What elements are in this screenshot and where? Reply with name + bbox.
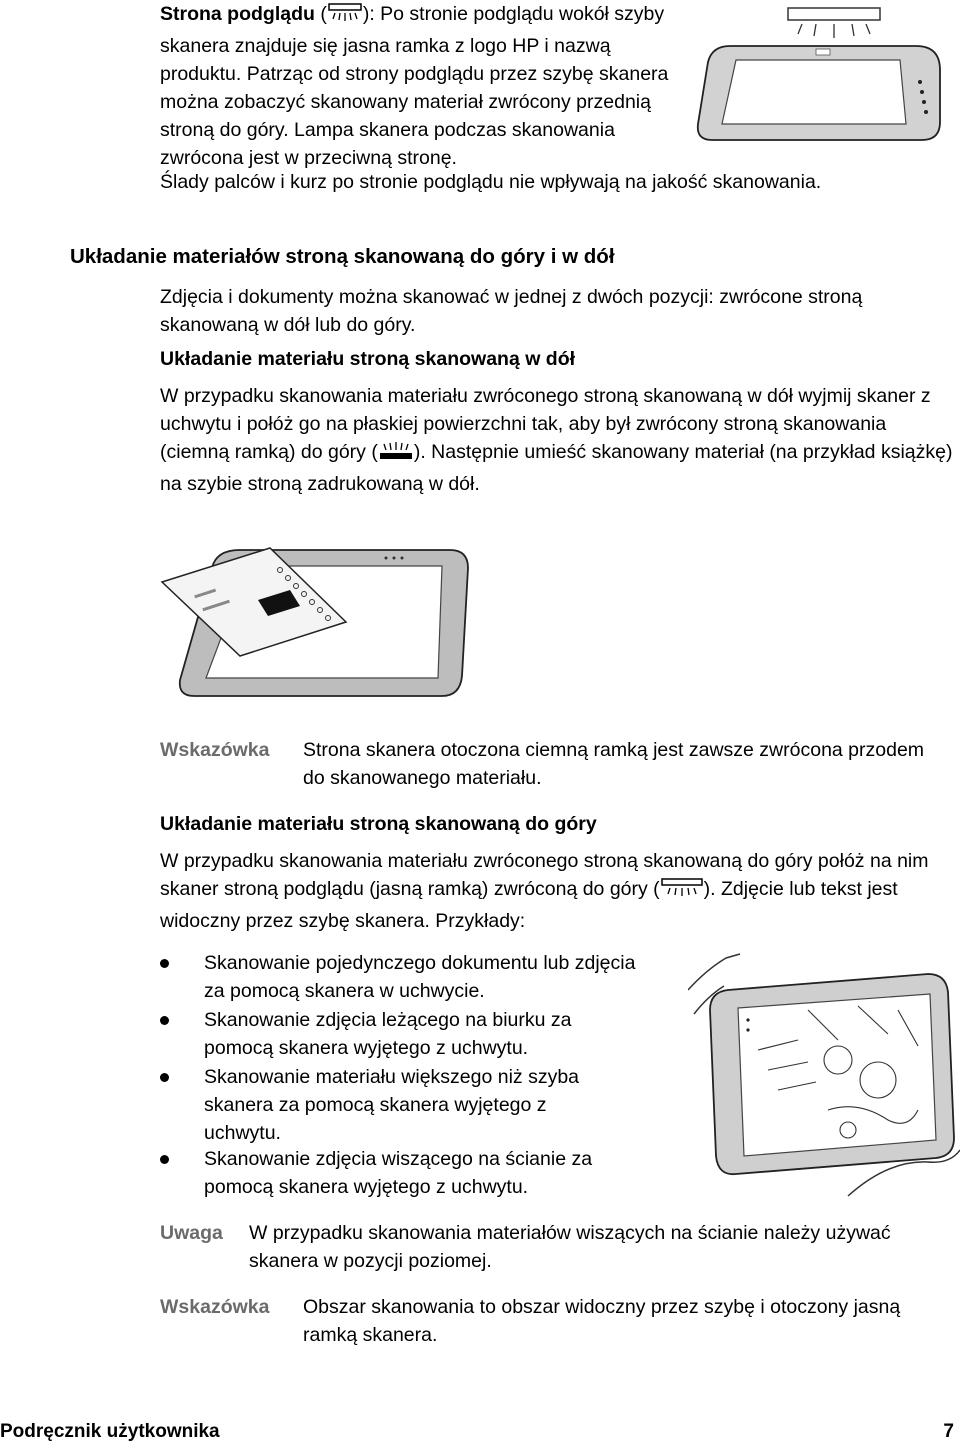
bullet-icon	[160, 959, 169, 968]
list-item-text: Skanowanie zdjęcia wiszącego na ścianie za pomocą skanera wyjętego z uchwytu.	[204, 1148, 593, 1198]
face-down-text-a: W przypadku skanowania materiału zwróconego stroną skanowaną w dół wyjmij skaner z uchwytu i połóż go na płaskiej powierzchni tak, aby był zwrócony stroną skanowania (ciemną ramką) do góry (	[160, 385, 931, 463]
face-up-paragraph	[160, 847, 930, 935]
list-item-text: Skanowanie materiału większego niż szyba skanera za pomocą skanera wyjętego z uchwytu.	[204, 1066, 580, 1144]
light-frame-up-icon	[660, 877, 704, 907]
tip1-text: Strona skanera otoczona ciemną ramką jest zawsze zwrócona przodem do skanowanego materiału.	[303, 739, 925, 789]
bullet-icon	[160, 1016, 169, 1025]
scanner-on-notebook-illustration	[150, 530, 480, 710]
list-item-text: Skanowanie pojedynczego dokumentu lub zdjęcia za pomocą skanera w uchwycie.	[204, 952, 636, 1002]
note-text: W przypadku skanowania materiałów wiszących na ścianie należy używać skanera w pozycji poziomej.	[249, 1222, 891, 1272]
intro-label: Strona podglądu	[160, 3, 315, 25]
face-down-heading: Układanie materiału stroną skanowaną w dół	[160, 348, 576, 370]
bullet-icon	[160, 1155, 169, 1164]
section-intro: Zdjęcia i dokumenty można skanować w jednej z dwóch pozycji: zwrócone stroną skanowaną w dół lub do góry.	[160, 286, 863, 336]
list-item-text: Skanowanie zdjęcia leżącego na biurku za pomocą skanera wyjętego z uchwytu.	[204, 1009, 572, 1059]
handheld-scanner-illustration	[688, 950, 960, 1200]
footer-title: Podręcznik użytkownika	[0, 1421, 220, 1442]
dark-frame-up-icon	[378, 440, 414, 470]
light-frame-up-icon	[327, 2, 363, 32]
face-up-heading: Układanie materiału stroną skanowaną do góry	[160, 813, 597, 835]
intro-paragraph-end: Ślady palców i kurz po stronie podglądu nie wpływają na jakość skanowania.	[160, 171, 822, 193]
note-label: Uwaga	[160, 1222, 223, 1244]
intro-text: ): Po stronie podglądu wokół szyby skanera znajduje się jasna ramka z logo HP i nazwą produktu. Patrząc od strony podglądu przez szybę skanera można zobaczyć skanowany materiał zwrócony przednią stroną do góry. Lampa skanera podczas skanowania zwrócona jest w przeciwną stronę.	[160, 3, 669, 169]
tip2-text: Obszar skanowania to obszar widoczny przez szybę i otoczony jasną ramką skanera.	[303, 1296, 901, 1346]
intro-open-paren: (	[314, 3, 327, 25]
tip1-label: Wskazówka	[160, 739, 270, 761]
bullet-icon	[160, 1073, 169, 1082]
intro-paragraph	[160, 0, 695, 172]
face-up-text-b: ). Zdjęcie lub tekst jest widoczny przez szybę skanera. Przykłady:	[160, 878, 898, 932]
face-up-text-a: W przypadku skanowania materiału zwróconego stroną skanowaną do góry połóż na nim skaner stroną podglądu (jasną ramką) zwróconą do góry (	[160, 850, 929, 900]
scanner-preview-illustration	[690, 0, 950, 150]
section-heading: Układanie materiałów stroną skanowaną do góry i w dół	[70, 245, 615, 268]
page-number: 7	[943, 1421, 954, 1442]
face-down-paragraph	[160, 382, 960, 498]
tip2-label: Wskazówka	[160, 1296, 270, 1318]
face-down-text-b: ). Następnie umieść skanowany materiał (na przykład książkę) na szybie stroną zadrukowaną w dół.	[160, 441, 953, 495]
